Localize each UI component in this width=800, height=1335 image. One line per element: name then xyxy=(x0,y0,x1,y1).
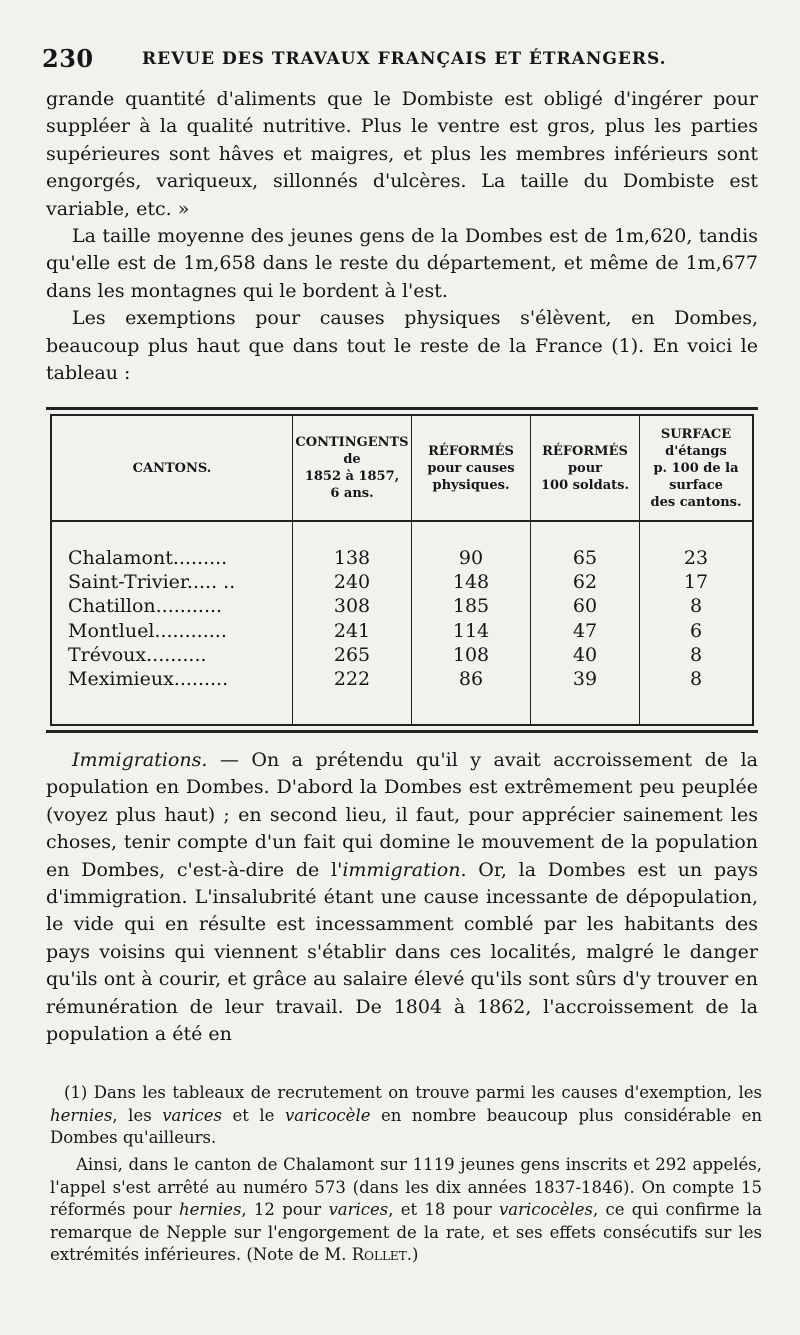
table-cell: Meximieux......... xyxy=(68,667,229,690)
column-reformes xyxy=(412,521,531,724)
table-cell: 17 xyxy=(683,571,709,594)
table-cell: 62 xyxy=(572,571,598,594)
table-cell: Montluel............ xyxy=(68,619,227,642)
paragraph-3: Les exemptions pour causes physiques s'élèvent, en Dombes, beaucoup plus haut que dans tout le reste de la France (1). En voici le tableau : xyxy=(46,307,758,385)
table-header-row xyxy=(52,416,752,521)
table-cell: 8 xyxy=(689,667,703,690)
table-cell: 47 xyxy=(572,619,598,642)
running-title: REVUE DES TRAVAUX FRANÇAIS ET ÉTRANGERS. xyxy=(142,49,667,69)
header-surface: SURFACE d'étangs p. 100 de la surface des cantons. xyxy=(640,416,753,521)
table-cell: 60 xyxy=(572,595,598,618)
table-cell: 40 xyxy=(572,643,598,666)
table-cell: 241 xyxy=(333,619,371,642)
immigration-section xyxy=(46,747,758,1048)
column-surface xyxy=(640,521,753,724)
recruitment-table xyxy=(46,407,758,733)
table-cell: 108 xyxy=(452,643,490,666)
paragraph-1: grande quantité d'aliments que le Dombiste est obligé d'ingérer pour suppléer à la qualité nutritive. Plus le ventre est gros, plus les parties supérieures sont hâves et maigres, et plus les membres inférieurs sont engorgés, variqueux, sillonnés d'ulcères. La taille du Dombiste est variable, etc. » xyxy=(46,88,758,220)
header-contingents: CONTINGENTS de 1852 à 1857, 6 ans. xyxy=(293,416,412,521)
table-cell: 86 xyxy=(458,667,484,690)
table-cell: 23 xyxy=(683,547,709,569)
table-cell: Trévoux.......... xyxy=(68,643,207,666)
column-contingents xyxy=(293,521,412,724)
table-cell: Chalamont......... xyxy=(68,547,228,569)
footnote-1-continued: Ainsi, dans le canton de Chalamont sur 1119 jeunes gens inscrits et 292 appelés, l'appel s'est arrêté au numéro 573 (dans les dix années 1837-1846). On compte 15 réformés pour hernies, 12 pour varices, et 18 pour varicocèles, ce qui confirme la remarque de Nepple sur l'engorgement de la rate, et ses effets consécutifs sur les extrémités inférieures. (Note de M. Rollet.) xyxy=(50,1155,762,1264)
table-cell: 148 xyxy=(452,571,490,594)
table-cell: 90 xyxy=(458,547,484,569)
table-cell: Chatillon........... xyxy=(68,595,223,618)
table-cell: 6 xyxy=(689,619,703,642)
table-body xyxy=(52,521,752,724)
table-cell: Saint-Trivier..... .. xyxy=(68,571,236,594)
table-cell: 65 xyxy=(572,547,598,569)
intro-text xyxy=(46,86,758,387)
table-cell: 8 xyxy=(689,643,703,666)
table-cell: 138 xyxy=(333,547,371,569)
page-number: 230 xyxy=(42,44,94,73)
table-cell: 222 xyxy=(333,667,371,690)
immigration-paragraph: Immigrations. — On a prétendu qu'il y avait accroissement de la population en Dombes. D'abord la Dombes est extrêmement peu peuplée (voyez plus haut) ; en second lieu, il faut, pour apprécier sainement les choses, tenir compte d'un fait qui domine le mouvement de la population en Dombes, c'est-à-dire de l'immigration. Or, la Dombes est un pays d'immigration. L'insalubrité étant une cause incessante de dépopulation, le vide qui en résulte est incessamment comblé par les habitants des pays voisins qui viennent s'établir dans ces localités, malgré le danger qu'ils ont à courir, et grâce au salaire élevé qu'ils sont sûrs d'y trouver en rémunération de leur travail. De 1804 à 1862, l'accroissement de la population a été en xyxy=(46,749,758,1046)
table-cell: 185 xyxy=(452,595,490,618)
section-heading: Immigrations. xyxy=(72,749,208,771)
table-cell: 114 xyxy=(452,619,490,642)
table-cell: 265 xyxy=(333,643,371,666)
table-cell: 39 xyxy=(572,667,598,690)
column-cantons xyxy=(52,521,293,724)
running-header xyxy=(42,40,762,74)
footnote-author: Rollet xyxy=(351,1245,407,1264)
header-reformes: RÉFORMÉS pour causes physiques. xyxy=(412,416,531,521)
footnote-1: (1) Dans les tableaux de recrutement on trouve parmi les causes d'exemption, les hernies, les varices et le varicocèle en nombre beaucoup plus considérable en Dombes qu'ailleurs. xyxy=(50,1083,762,1147)
table-cell: 8 xyxy=(689,595,703,618)
header-reformes-pour-100: RÉFORMÉS pour 100 soldats. xyxy=(531,416,640,521)
table-cell: 240 xyxy=(333,571,371,594)
paragraph-2: La taille moyenne des jeunes gens de la Dombes est de 1m,620, tandis qu'elle est de 1m,658 dans le reste du département, et même de 1m,677 dans les montagnes qui le bordent à l'est. xyxy=(46,225,758,302)
header-cantons: CANTONS. xyxy=(52,416,293,521)
table-cell: 308 xyxy=(333,595,371,618)
column-reformes-pour-100 xyxy=(531,521,640,724)
